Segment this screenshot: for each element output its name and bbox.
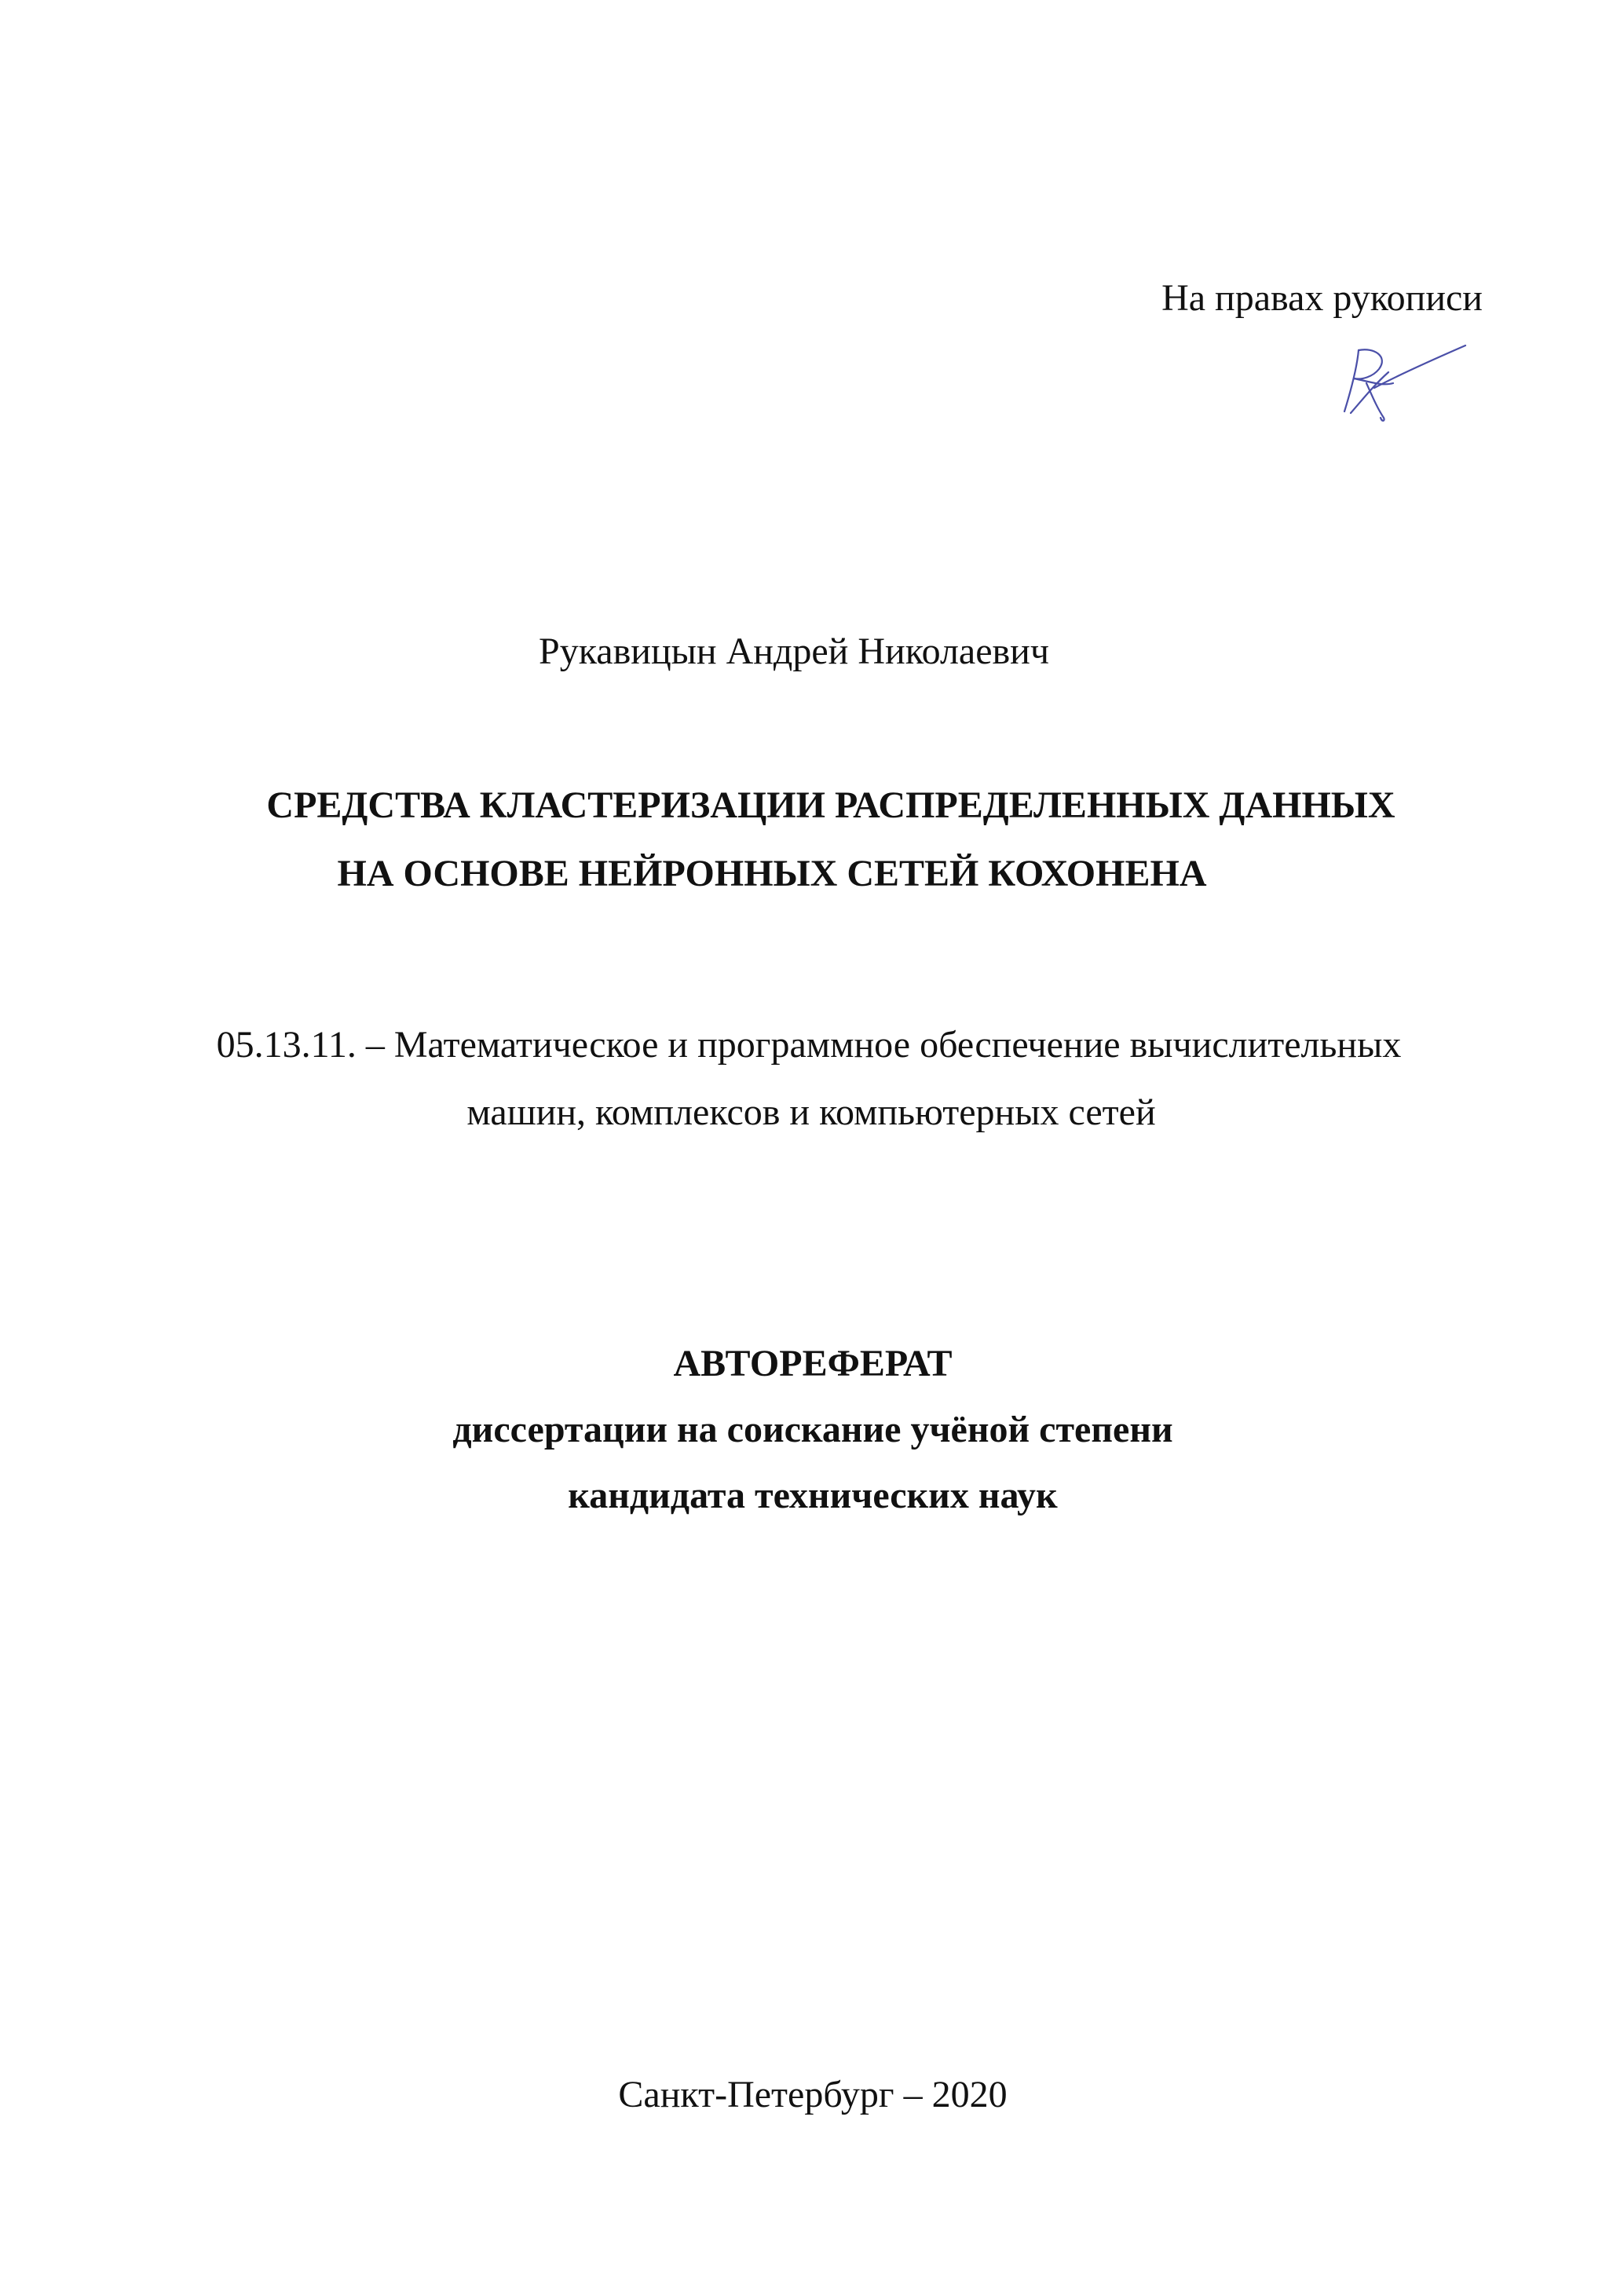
author-name: Рукавицын Андрей Николаевич xyxy=(539,631,1049,672)
document-purpose-line-2: кандидата технических наук xyxy=(568,1475,1058,1516)
document-purpose-line-1: диссертации на соискание учёной степени xyxy=(452,1409,1173,1450)
handwritten-signature-icon xyxy=(1327,336,1469,430)
document-type-heading: АВТОРЕФЕРАТ xyxy=(673,1343,953,1384)
place-and-year: Санкт-Петербург – 2020 xyxy=(618,2074,1008,2115)
specialty-line-1: 05.13.11. – Математическое и программное обеспечение вычислительных xyxy=(216,1024,1402,1066)
specialty-line-2: машин, комплексов и компьютерных сетей xyxy=(466,1091,1156,1133)
manuscript-note: На правах рукописи xyxy=(1161,277,1483,319)
dissertation-title-line-1: СРЕДСТВА КЛАСТЕРИЗАЦИИ РАСПРЕДЕЛЕННЫХ ДАННЫХ xyxy=(266,784,1395,826)
dissertation-title-line-2: НА ОСНОВЕ НЕЙРОННЫХ СЕТЕЙ КОХОНЕНА xyxy=(337,853,1207,894)
